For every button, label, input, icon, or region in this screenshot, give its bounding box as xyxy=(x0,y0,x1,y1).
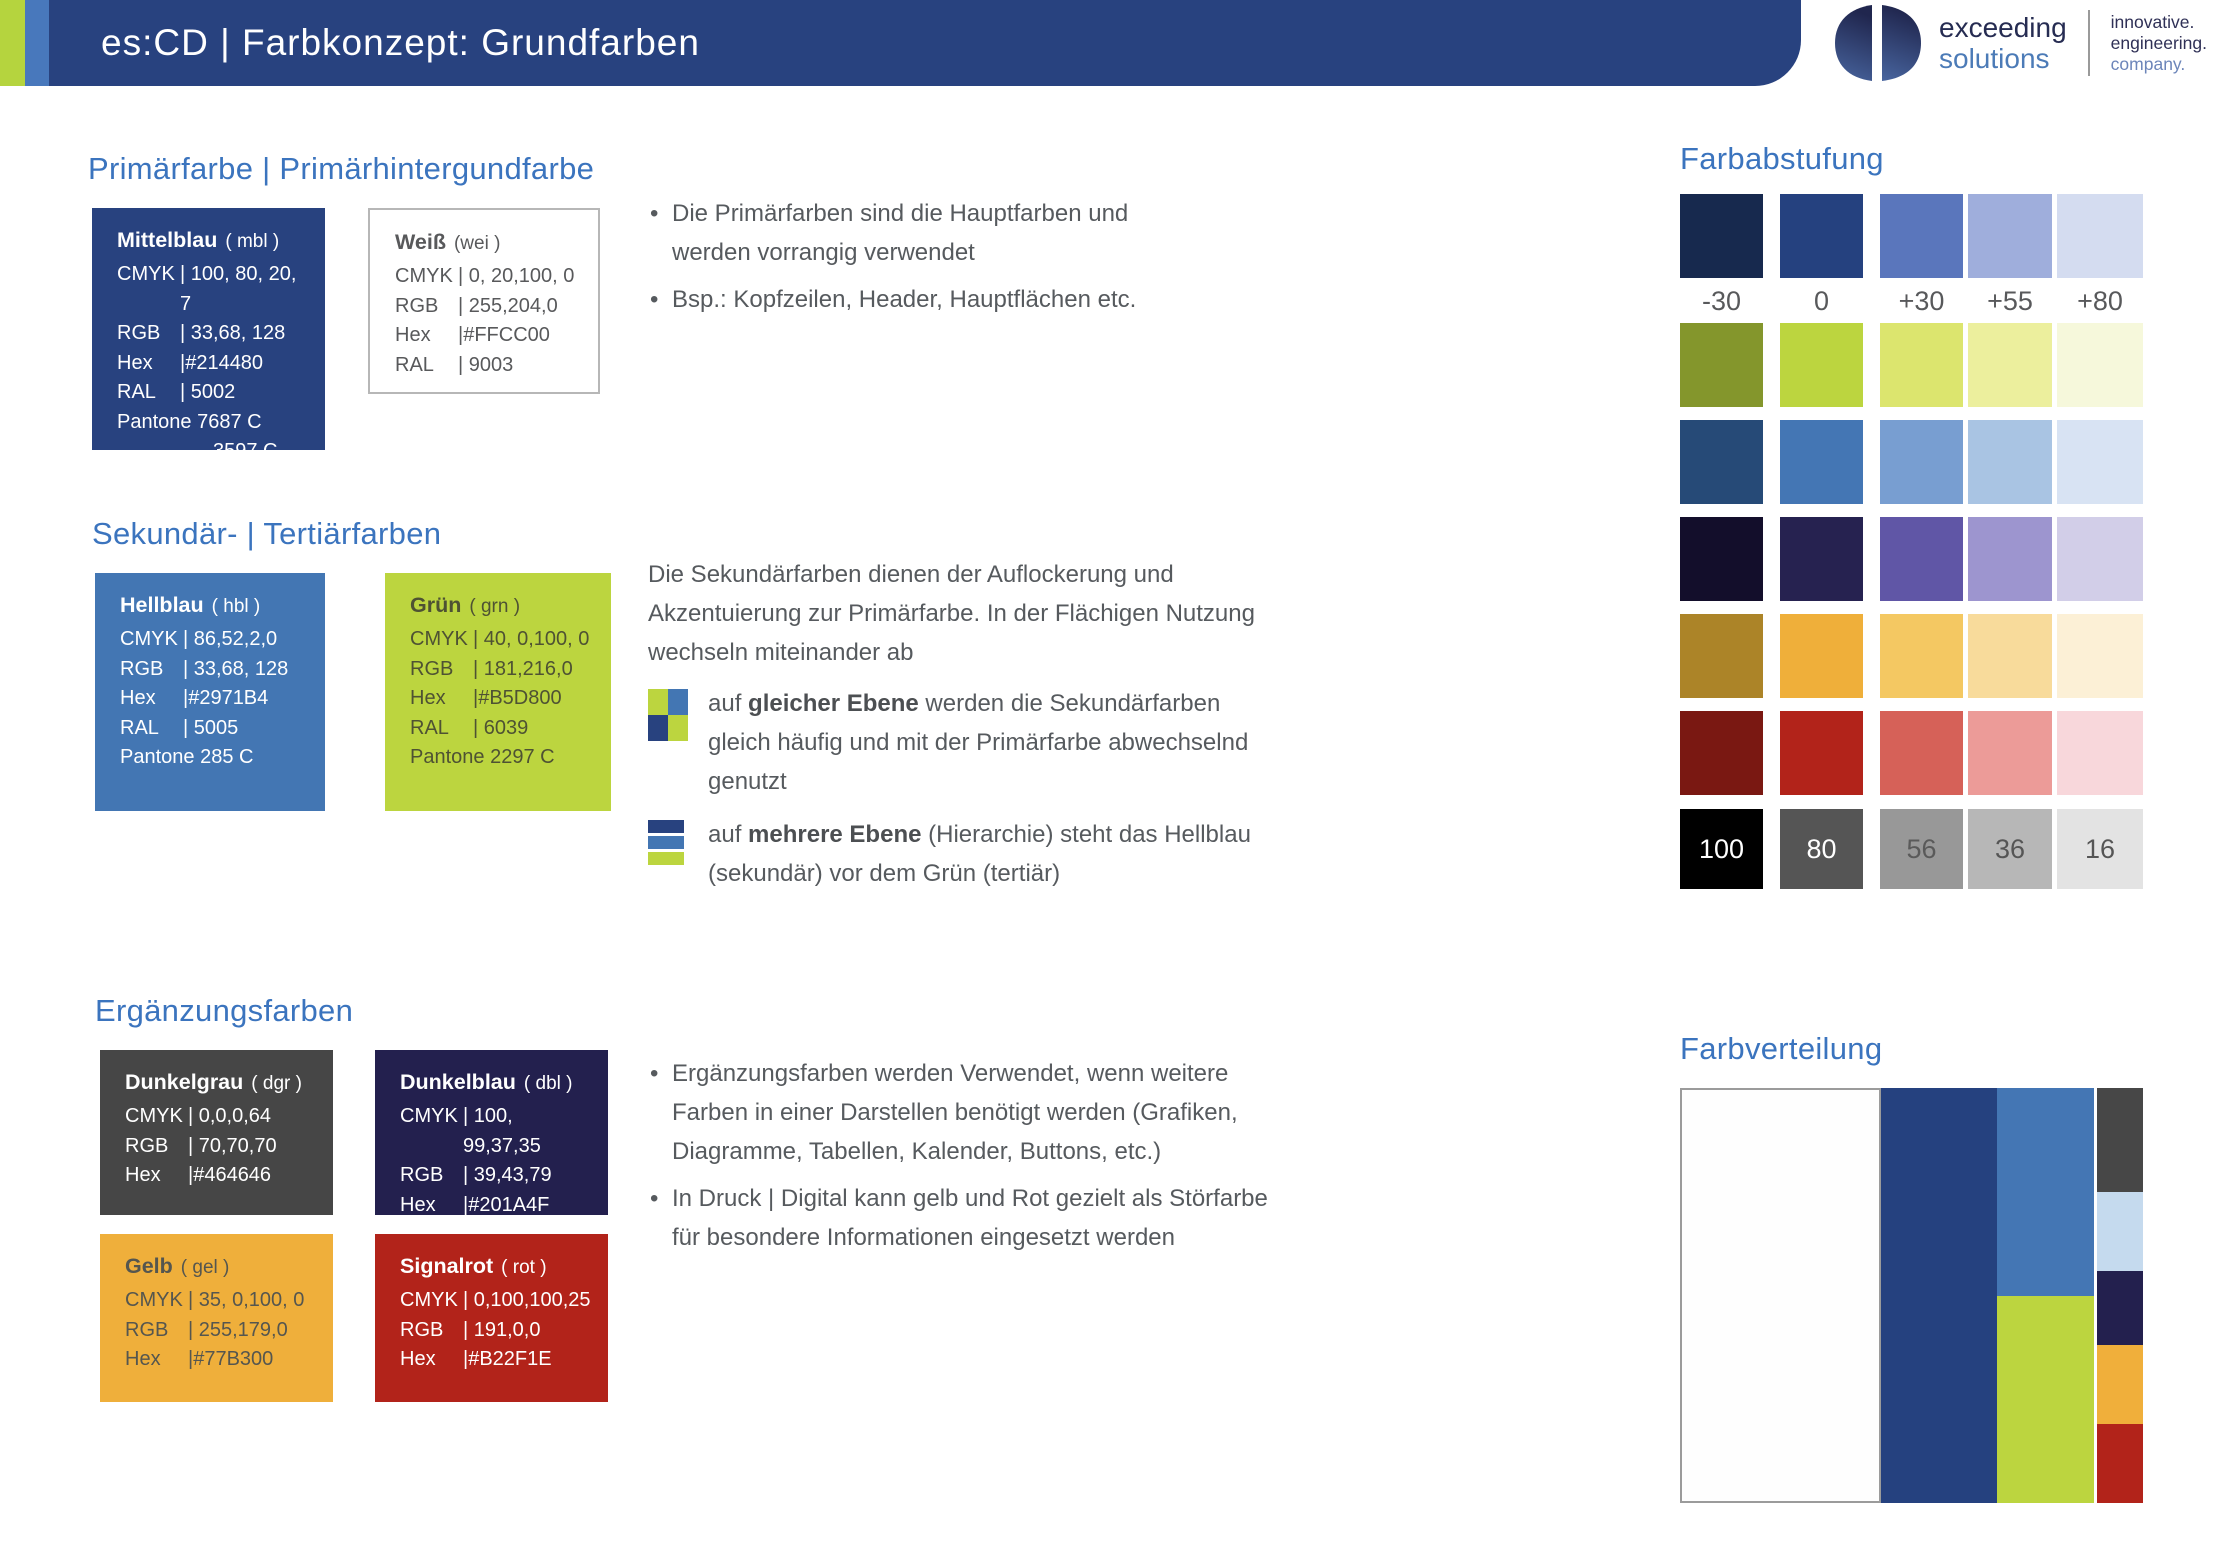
logo-wordmark xyxy=(1939,12,2067,74)
section-supplementary-colors xyxy=(95,992,1495,1402)
gradation-row-hellblau xyxy=(1680,420,2143,504)
color-name-label: Grün xyxy=(410,593,462,617)
opacity-swatch-36: 36 xyxy=(1968,809,2052,889)
spec-label: CMYK xyxy=(125,1289,183,1311)
logo-text-solutions: solutions xyxy=(1939,43,2050,74)
color-short-code: ( dbl ) xyxy=(523,1073,573,1094)
spec-value: | 40, 0,100, 0 xyxy=(473,628,590,650)
spec-label: RGB xyxy=(410,657,454,680)
spec-label: Hex xyxy=(125,1348,161,1370)
spec-value: | 100, 80, 20, 7 xyxy=(180,263,297,315)
color-spec-row xyxy=(117,378,313,408)
spec-value: |#FFCC00 xyxy=(458,324,550,346)
color-card-signalrot xyxy=(375,1234,608,1402)
step-label: 0 xyxy=(1813,285,1830,316)
spec-label: RGB xyxy=(117,322,161,344)
gradation-step-labels xyxy=(1680,285,2143,317)
stripe-cell xyxy=(648,820,684,833)
color-short-code: ( gel ) xyxy=(180,1257,230,1278)
color-name-label: Mittelblau xyxy=(117,228,218,252)
spec-label: RGB xyxy=(400,1164,444,1186)
swatch-signalrot-+80 xyxy=(2057,711,2143,795)
section-secondary-colors xyxy=(92,515,1472,907)
swatch-dunkelblau-+55 xyxy=(1968,517,2052,601)
distribution-column-mittelblau xyxy=(1881,1088,1997,1503)
secondary-intro-text: Die Sekundärfarben dienen der Auflockerung und Akzentuierung zur Primärfarbe. In der Flächigen Nutzung wechseln miteinander ab xyxy=(648,561,1255,666)
secondary-section-title: Sekundär- | Tertiärfarben xyxy=(92,516,442,551)
pantone-value: Pantone 2297 C xyxy=(410,746,555,768)
color-spec-row xyxy=(125,1161,321,1191)
gradation-row-gruen xyxy=(1680,323,2143,407)
color-spec-row xyxy=(120,714,313,744)
spec-value: |#464646 xyxy=(188,1164,272,1186)
color-spec-row xyxy=(395,292,586,322)
supplementary-note-2: • In Druck | Digital kann gelb und Rot gezielt als Störfarbe für besondere Informationen eingesetzt werden xyxy=(648,1179,1268,1257)
primary-color-cards xyxy=(92,208,600,462)
color-card-weiss xyxy=(368,208,600,394)
color-spec-row xyxy=(120,684,313,714)
color-card-gruen xyxy=(385,573,611,811)
spec-value: |#B5D800 xyxy=(473,687,562,709)
spec-value: | 191,0,0 xyxy=(463,1318,541,1341)
color-spec-row xyxy=(410,684,599,714)
swatch-hellblau--30 xyxy=(1680,420,1763,504)
distribution-column-ergaenzung xyxy=(2097,1088,2143,1503)
supplementary-note-1: • Ergänzungsfarben werden Verwendet, wenn weitere Farben in einer Darstellen benötigt werden (Grafiken, Diagramme, Tabellen, Kalender, Buttons, etc.) xyxy=(648,1054,1268,1171)
checker-cell xyxy=(668,715,688,741)
color-card-mittelblau xyxy=(92,208,325,462)
color-spec-row xyxy=(400,1345,596,1375)
swatch-gelb-+30 xyxy=(1880,614,1963,698)
secondary-subnote-hierarchy xyxy=(708,815,1288,893)
primary-section-title: Primärfarbe | Primärhintergundfarbe xyxy=(88,151,595,186)
swatch-gelb-0 xyxy=(1780,614,1863,698)
spec-value: |#77B300 xyxy=(188,1348,274,1370)
color-card-dunkelgrau xyxy=(100,1050,333,1215)
swatch-signalrot-+55 xyxy=(1968,711,2052,795)
spec-label: RGB xyxy=(125,1134,169,1157)
checker-2x2-icon xyxy=(648,689,688,741)
distribution-column-sekundaer-tertiaer xyxy=(1997,1088,2094,1503)
color-name-label: Gelb xyxy=(125,1254,173,1278)
swatch-mittelblau-+55 xyxy=(1968,194,2052,278)
spec-value: |#201A4F xyxy=(463,1193,550,1216)
gradation-grid xyxy=(1680,194,2143,889)
spec-value: | 86,52,2,0 xyxy=(183,628,278,650)
spec-label: Hex xyxy=(400,1193,436,1216)
color-spec-row xyxy=(125,1102,321,1132)
spec-value: | 5002 xyxy=(180,381,236,403)
spec-value: | 255,179,0 xyxy=(188,1318,288,1341)
spec-label: CMYK xyxy=(395,265,453,287)
logo-divider xyxy=(2088,10,2090,76)
spec-label: RGB xyxy=(400,1318,444,1341)
color-spec-row xyxy=(120,625,313,655)
swatch-dunkelblau-0 xyxy=(1780,517,1863,601)
swatch-dunkelblau--30 xyxy=(1680,517,1763,601)
checker-cell xyxy=(648,689,668,715)
distribution-column-weiss xyxy=(1680,1088,1881,1503)
color-short-code: ( rot ) xyxy=(501,1257,547,1278)
secondary-subnote-text: auf mehrere Ebene (Hierarchie) steht das Hellblau (sekundär) vor dem Grün (tertiär) xyxy=(708,821,1251,887)
color-card-dunkelblau xyxy=(375,1050,608,1215)
swatch-gruen-+55 xyxy=(1968,323,2052,407)
swatch-hellblau-0 xyxy=(1780,420,1863,504)
accent-stripe-blue-icon xyxy=(25,0,49,86)
spec-value: | 6039 xyxy=(473,716,529,739)
spec-label: CMYK xyxy=(400,1105,458,1127)
spec-value: | 181,216,0 xyxy=(473,657,573,680)
step-label: -30 xyxy=(1701,285,1742,316)
spec-label: CMYK xyxy=(410,628,468,650)
swatch-mittelblau-+80 xyxy=(2057,194,2143,278)
distribution-segment-dunkelgrau xyxy=(2097,1088,2143,1192)
supplementary-section-title: Ergänzungsfarben xyxy=(95,993,354,1028)
pantone-value: Pantone 7687 C xyxy=(117,410,262,433)
spec-label: Hex xyxy=(410,687,446,709)
distribution-chart xyxy=(1680,1088,2143,1503)
color-short-code: ( mbl ) xyxy=(225,231,280,252)
color-spec-row xyxy=(395,262,586,292)
distribution-segment-weiss xyxy=(1682,1090,1879,1501)
step-label: +55 xyxy=(1987,285,2033,316)
color-spec-row xyxy=(117,260,313,319)
swatch-hellblau-+30 xyxy=(1880,420,1963,504)
spec-label: Hex xyxy=(120,687,156,709)
distribution-segment-gruen xyxy=(1997,1296,2094,1504)
color-name-label: Weiß xyxy=(395,230,446,254)
spec-value: | 255,204,0 xyxy=(458,294,558,317)
color-spec-row xyxy=(125,1345,321,1375)
opacity-swatch-80: 80 xyxy=(1780,809,1863,889)
color-card-name xyxy=(400,1067,596,1099)
logo-text-exceeding: exceeding xyxy=(1939,12,2067,43)
color-card-name xyxy=(395,227,586,259)
secondary-subnote-text: auf gleicher Ebene werden die Sekundärfarben gleich häufig und mit der Primärfarbe abwechselnd genutzt xyxy=(708,690,1249,795)
opacity-swatch-100: 100 xyxy=(1680,809,1763,889)
spec-value: | 70,70,70 xyxy=(188,1134,277,1157)
distribution-segment-hellblau-plus80 xyxy=(2097,1192,2143,1271)
swatch-gruen-+30 xyxy=(1880,323,1963,407)
spec-value: | 9003 xyxy=(458,353,514,376)
stripe-cell xyxy=(648,852,684,865)
color-card-name xyxy=(117,225,313,257)
swatch-dunkelblau-+30 xyxy=(1880,517,1963,601)
spec-value: | 33,68, 128 xyxy=(183,657,289,680)
color-short-code: ( grn ) xyxy=(469,596,521,617)
distribution-segment-gelb xyxy=(2097,1345,2143,1424)
logo-tagline-engineering: engineering. xyxy=(2110,32,2207,53)
spec-label: Hex xyxy=(395,324,431,346)
swatch-gruen-0 xyxy=(1780,323,1863,407)
logo-petals-icon xyxy=(1832,3,1924,83)
spec-value: | 35, 0,100, 0 xyxy=(188,1289,305,1311)
distribution-segment-dunkelblau xyxy=(2097,1271,2143,1346)
color-card-name xyxy=(120,590,313,622)
accent-stripe-green-icon xyxy=(0,0,25,86)
gradation-opacity-row xyxy=(1680,809,2143,889)
spec-label: CMYK xyxy=(400,1289,458,1311)
step-label: +30 xyxy=(1898,285,1945,316)
distribution-segment-signalrot xyxy=(2097,1424,2143,1503)
step-label: +80 xyxy=(2077,285,2123,316)
checker-cell xyxy=(668,689,688,715)
swatch-mittelblau-0 xyxy=(1780,194,1863,278)
color-spec-row xyxy=(120,655,313,685)
primary-notes xyxy=(648,194,1208,327)
stripe-cell xyxy=(648,836,684,849)
color-card-name xyxy=(125,1251,321,1283)
spec-value: | 0, 20,100, 0 xyxy=(458,265,575,287)
swatch-dunkelblau-+80 xyxy=(2057,517,2143,601)
secondary-subnote-equal-level xyxy=(708,684,1288,801)
logo-tagline xyxy=(2111,12,2207,75)
pantone-value: 3597 C xyxy=(213,440,278,462)
swatch-gruen-+80 xyxy=(2057,323,2143,407)
opacity-swatch-56: 56 xyxy=(1880,809,1963,889)
primary-note-2: • Bsp.: Kopfzeilen, Header, Hauptflächen etc. xyxy=(648,280,1208,319)
spec-label: RAL xyxy=(395,353,434,376)
swatch-signalrot-+30 xyxy=(1880,711,1963,795)
spec-value: |#214480 xyxy=(180,351,264,374)
spec-value: | 0,0,0,64 xyxy=(188,1105,272,1127)
color-spec-row xyxy=(125,1132,321,1162)
header-title-bar xyxy=(49,0,1801,86)
spec-label: Hex xyxy=(400,1348,436,1370)
supplementary-notes xyxy=(648,1054,1268,1265)
pantone-value: Pantone 285 C xyxy=(120,746,254,768)
color-spec-row xyxy=(117,349,313,379)
spec-label: CMYK xyxy=(120,628,178,650)
color-name-label: Dunkelgrau xyxy=(125,1070,244,1094)
spec-value: | 5005 xyxy=(183,716,239,739)
spec-value: |#B22F1E xyxy=(463,1348,552,1370)
page-title: es:CD | Farbkonzept: Grundfarben xyxy=(101,22,700,63)
swatch-mittelblau--30 xyxy=(1680,194,1763,278)
color-spec-row xyxy=(410,714,599,744)
spec-label: CMYK xyxy=(125,1105,183,1127)
color-card-name xyxy=(125,1067,321,1099)
color-spec-row xyxy=(125,1286,321,1316)
spec-label: RAL xyxy=(117,381,156,403)
color-name-label: Dunkelblau xyxy=(400,1070,516,1094)
color-spec-row xyxy=(395,351,586,381)
color-spec-row xyxy=(410,625,599,655)
swatch-signalrot--30 xyxy=(1680,711,1763,795)
color-spec-row xyxy=(395,321,586,351)
color-spec-row xyxy=(400,1191,596,1221)
spec-label: RAL xyxy=(120,716,159,739)
color-spec-row xyxy=(410,655,599,685)
color-spec-row xyxy=(400,1161,596,1191)
spec-label: Hex xyxy=(125,1164,161,1186)
color-short-code: ( hbl ) xyxy=(211,596,261,617)
gradation-row-mittelblau xyxy=(1680,194,2143,278)
spec-label: RGB xyxy=(395,294,439,317)
spec-value: | 39,43,79 xyxy=(463,1164,552,1186)
stripes-3-icon xyxy=(648,820,684,865)
color-spec-row xyxy=(400,1102,596,1161)
color-name-label: Signalrot xyxy=(400,1254,494,1278)
opacity-swatch-16: 16 xyxy=(2057,809,2143,889)
swatch-hellblau-+80 xyxy=(2057,420,2143,504)
color-spec-row xyxy=(117,319,313,349)
color-card-gelb xyxy=(100,1234,333,1402)
spec-value: |#2971B4 xyxy=(183,687,269,709)
swatch-gelb-+55 xyxy=(1968,614,2052,698)
gradation-title: Farbabstufung xyxy=(1680,141,1884,176)
color-card-name xyxy=(410,590,599,622)
gradation-row-dunkelblau xyxy=(1680,517,2143,601)
spec-label: RGB xyxy=(125,1318,169,1341)
color-name-label: Hellblau xyxy=(120,593,204,617)
distribution-title: Farbverteilung xyxy=(1680,1031,1883,1066)
secondary-notes xyxy=(648,553,1308,907)
spec-value: | 100, 99,37,35 xyxy=(463,1105,541,1157)
color-spec-row xyxy=(400,1286,596,1316)
spec-label: CMYK xyxy=(117,263,175,285)
swatch-hellblau-+55 xyxy=(1968,420,2052,504)
distribution-segment-mittelblau xyxy=(1881,1088,1997,1503)
color-card-name xyxy=(400,1251,596,1283)
spec-label: RAL xyxy=(410,716,449,739)
spec-label: Hex xyxy=(117,351,153,374)
checker-cell xyxy=(648,715,668,741)
swatch-signalrot-0 xyxy=(1780,711,1863,795)
gradation-row-signalrot xyxy=(1680,711,2143,795)
company-logo xyxy=(1832,0,2207,86)
spec-value: | 0,100,100,25 xyxy=(463,1289,591,1311)
section-color-distribution xyxy=(1680,1030,2143,1503)
section-color-gradation xyxy=(1680,140,2143,889)
secondary-color-cards xyxy=(95,573,611,811)
color-short-code: (wei ) xyxy=(453,233,501,254)
supplementary-color-cards xyxy=(100,1050,608,1402)
primary-note-1: • Die Primärfarben sind die Hauptfarben und werden vorrangig verwendet xyxy=(648,194,1208,272)
distribution-segment-hellblau xyxy=(1997,1088,2094,1296)
section-primary-colors xyxy=(88,150,1428,462)
color-spec-row xyxy=(125,1316,321,1346)
swatch-gelb--30 xyxy=(1680,614,1763,698)
color-short-code: ( dgr ) xyxy=(251,1073,302,1094)
gradation-row-gelb xyxy=(1680,614,2143,698)
header-bar xyxy=(0,0,2235,86)
swatch-gruen--30 xyxy=(1680,323,1763,407)
swatch-gelb-+80 xyxy=(2057,614,2143,698)
swatch-mittelblau-+30 xyxy=(1880,194,1963,278)
spec-label: RGB xyxy=(120,657,164,680)
color-card-hellblau xyxy=(95,573,325,811)
color-spec-row xyxy=(400,1316,596,1346)
spec-value: | 33,68, 128 xyxy=(180,322,286,344)
logo-tagline-company: company. xyxy=(2110,53,2186,74)
logo-tagline-innovative: innovative. xyxy=(2110,11,2195,32)
